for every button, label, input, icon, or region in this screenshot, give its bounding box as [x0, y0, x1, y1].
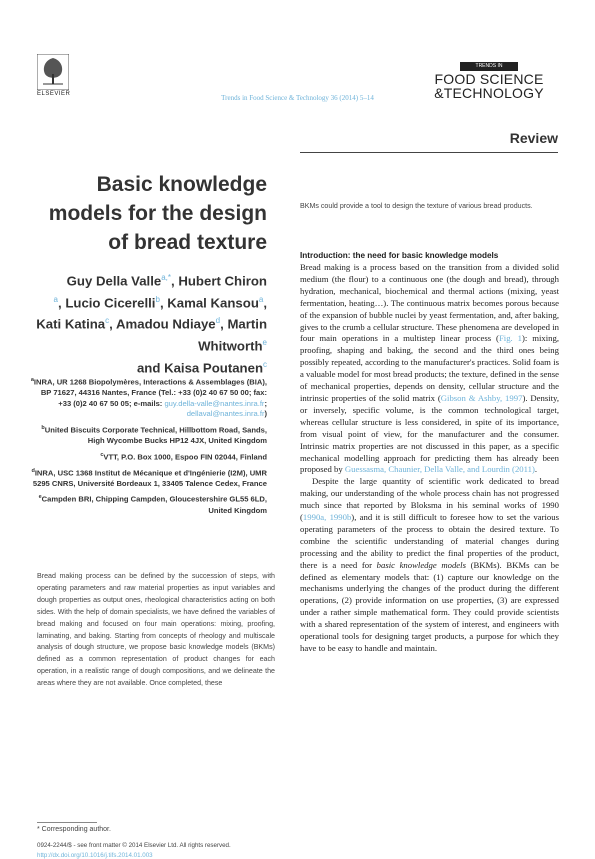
citation-link[interactable]: Gibson & Ashby, 1997 [440, 392, 523, 403]
author-name: Martin Whitworth [198, 316, 267, 354]
elsevier-logo [37, 54, 69, 97]
footnote-rule [37, 822, 97, 823]
affiliation-sep: ; [264, 398, 267, 408]
section-heading: Introduction: the need for basic knowledge models [300, 251, 499, 260]
affiliation-a [30, 375, 267, 420]
affiliation-text: INRA, UR 1268 Biopolymères, Interactions & Assemblages (BIA), BP 71627, 44316 Nantes, France (Tel.: +33 (0)2 40 67 50 00; fax: +33 (0)2 40 67 50 05; e-mails: [33, 377, 267, 408]
author-affil-sup[interactable]: a [53, 294, 58, 304]
citation-link[interactable]: 1990a, 1990b [302, 512, 352, 523]
paragraph [300, 262, 559, 476]
author-name: Kamal Kansou [167, 295, 259, 311]
author-name: Amadou Ndiaye [115, 316, 216, 332]
affiliation-sup: e [38, 494, 42, 501]
corresponding-author-note: * Corresponding author. [37, 826, 111, 833]
citation-link[interactable]: Guessasma, Chaunier, Della Valle, and Lourdin (2011) [344, 464, 535, 475]
author-name: Lucio Cicerelli [65, 295, 156, 311]
author-affil-sup[interactable]: a,* [161, 273, 172, 282]
article-title [30, 170, 267, 257]
author-affil-sup[interactable]: c [263, 359, 267, 369]
email-link[interactable]: guy.della-valle@nantes.inra.fr [164, 398, 265, 408]
affiliation-d [30, 466, 267, 490]
journal-logo-line2: &TECHNOLOGY [434, 85, 544, 101]
figure-link[interactable]: Fig. 1 [498, 333, 522, 344]
author-name: Kaisa Poutanen [164, 360, 263, 376]
journal-logo [419, 62, 559, 100]
journal-logo-bar: TRENDS IN [460, 62, 518, 71]
issn-line: 0924-2244/$ - see front matter © 2014 Elsevier Ltd. All rights reserved. [37, 842, 231, 849]
author-name: Guy Della Valle [66, 273, 162, 289]
affiliation-end: ) [264, 409, 267, 419]
affiliation-sup: a [30, 377, 34, 383]
abstract-continued: BKMs could provide a tool to design the texture of various bread products. [300, 202, 533, 210]
affiliation-e [30, 492, 267, 516]
author-name: Kati Katina [36, 316, 106, 332]
journal-citation[interactable]: Trends in Food Science & Technology 36 (2014) 5–14 [221, 94, 374, 102]
affiliations [30, 375, 267, 519]
text-run: Despite the large quantity of scientific work dedicated to bread making, our understanding of the whole process chain has not progressed much since that reported by Bloksma in his seminal works of 1990 ( [300, 476, 559, 523]
text-run: ). Density, or inversely, specific volume, is the common technological target, whereas cellular structure is less considered, in spite of its importance, from visual point of view, for the manufacturer and the consumer. Intrinsic matrix properties are not discussed in this paper, as a specific mechanical modelling approach for predicting them has already been proposed by [300, 392, 560, 475]
emphasis: basic knowledge models [376, 559, 466, 570]
journal-logo-line1: FOOD SCIENCE [434, 71, 544, 87]
publisher-name: ELSEVIER [37, 91, 71, 97]
text-run: ), and it is still difficult to foresee how to set the various operating parameters of the process to obtain the desired texture. To combine the scientific understanding of material changes during processing and the ability to predict the final properties of the product, there is a need for [300, 512, 559, 570]
affiliation-c [30, 450, 267, 463]
affiliation-text: Campden BRI, Chipping Campden, Gloucestershire GL55 6LD, United Kingdom [41, 495, 267, 515]
affiliation-text: INRA, USC 1368 Institut de Mécanique et d'Ingénierie (I2M), UMR 5295 CNRS, Université Bordeaux 1, 33405 Talence Cedex, France [32, 468, 267, 488]
affiliation-sup: c [100, 451, 104, 458]
title-line: Basic knowledge [96, 173, 267, 196]
affiliation-text: United Biscuits Corporate Technical, Hillbottom Road, Sands, High Wycombe Bucks HP12 4JX, United Kingdom [44, 425, 267, 446]
author-list: Guy Della Valle$^{a,*}$, Hubert Chiron $^a$, Lucio Cicerelli$^b$, Kamal Kansou$^a$, Kati Katina$^c$, Amadou Ndiaye$^d$, Martin Whitworth$^e$ and Kaisa Poutanen$^c$ [36, 273, 267, 376]
section-label: Review [509, 130, 558, 146]
text-run: (BKMs). BKMs can be defined as elementary models that: (1) capture our knowledge on the mechanisms underlying the changes of the product during the different operations, (2) provide information on use properties, (3) are expressed under a rather simple mathematical form. They could provide scientists with a shared representation of the system of interest, and engineers with operational tools for designing target products, a purpose for which they have to be easy to handle and maintain. [300, 559, 559, 653]
paragraph [300, 476, 559, 655]
author-affil-sup[interactable]: a [258, 294, 264, 304]
author-affil-sup[interactable]: e [262, 338, 267, 348]
author-name: Hubert Chiron [178, 273, 267, 289]
abstract: Bread making process can be defined by the succession of steps, with operating parameters and raw material properties as input variables and dough properties as output ones, rheological characteristics acting on both sides. With the help of domain specialists, we have defined the variables of bread making and focused on four main operations: mixing, proofing, laminating, and baking. Starting from concepts of rheology and multiscale analysis of dough structure, we propose basic knowledge models (BKMs) defined as a common representation of product changes for each operation, in a realistic range of dough compositions, and we delineate the areas where they are not available. Once completed, these [37, 572, 275, 688]
affiliation-sup: b [41, 424, 45, 431]
text-run: ): mixing, proofing, shaping and baking, the second and the third ones being possibly repeated, according to the manufacturer's practices. Solid foam is a valuable model for most bread products; the texture, defined in the sense of mechanical properties, depends on density, cellular structure and the intrinsic properties of the solid matrix ( [300, 333, 559, 403]
text-run: . [534, 464, 538, 475]
body-text [300, 262, 559, 655]
affiliation-b [30, 423, 267, 447]
elsevier-tree-icon [37, 54, 69, 90]
email-link[interactable]: dellaval@nantes.inra.fr [186, 409, 265, 419]
text-run: Bread making is a process based on the transition from a divided solid medium (the flour) to a continuous one (the dough and bread), through hydration, mechanical, biochemical and thermal actions (mixing, yeast fermentation, heating…). The continuous matrix becomes porous because of the expansion of bubble nuclei by yeast fermentation, and, after baking, gives to the crumb a cellular structure. These phenomena are developed in four main operations in a multistep linear process ( [300, 262, 559, 344]
author-affil-sup[interactable]: d [215, 316, 221, 326]
affiliation-text: VTT, P.O. Box 1000, Espoo FIN 02044, Finland [103, 452, 267, 462]
author-affil-sup[interactable]: c [105, 316, 110, 326]
header-divider [300, 152, 558, 153]
author-affil-sup[interactable]: b [155, 294, 160, 304]
affiliation-sup: d [31, 467, 35, 474]
title-line: models for the design [48, 202, 267, 225]
title-line: of bread texture [108, 231, 267, 254]
doi-link[interactable]: http://dx.doi.org/10.1016/j.tifs.2014.01.003 [37, 852, 153, 859]
